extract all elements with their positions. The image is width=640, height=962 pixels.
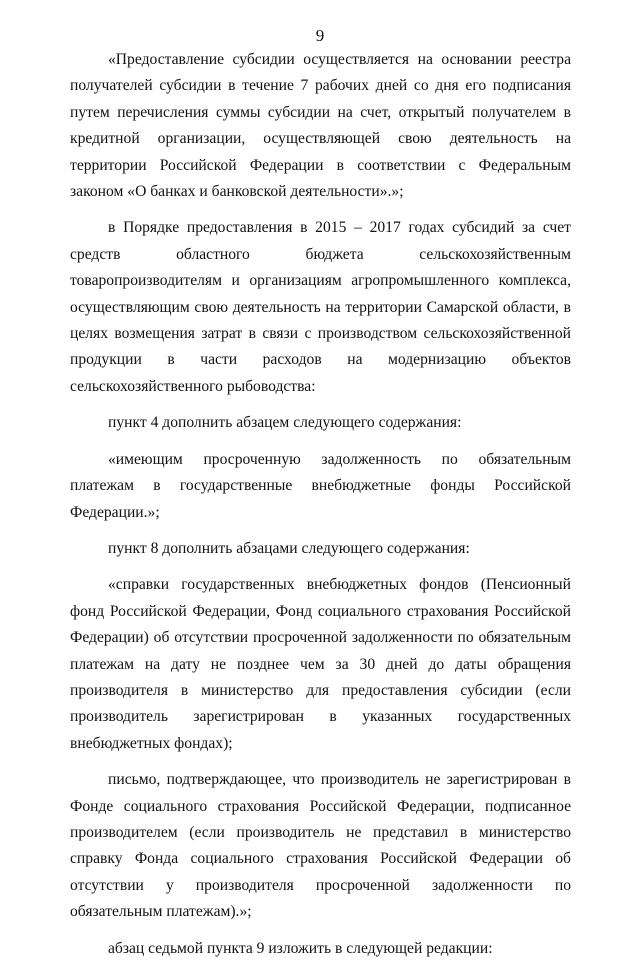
paragraph-point-4-text: «имеющим просроченную задолженность по обязательным платежам в государственные внебюджетные фонды Российской Федерации.»;	[70, 450, 571, 521]
paragraph-point-9-amend: абзац седьмой пункта 9 изложить в следующей редакции:	[108, 939, 493, 957]
paragraph-point-8-amend: пункт 8 дополнить абзацами следующего содержания:	[108, 539, 470, 557]
paragraph-point-8-letter: письмо, подтверждающее, что производитель не зарегистрирован в Фонде социального страхования Российской Федерации, подписанное производителем (если производитель не представил в министерство справку Фонда социального страхования Российской Федерации об отсутствии у производителя просроченной задолженности по обязательным платежам).»;	[70, 771, 571, 921]
paragraph-subsidy-registry: «Предоставление субсидии осуществляется на основании реестра получателей субсидии в течение 7 рабочих дней со дня его подписания путем перечисления суммы субсидии на счет, открытый получателем в кредитной организации, осуществляющей свою деятельность на территории Российской Федерации в соответствии с Федеральным законом «О банках и банковской деятельности».»;	[70, 51, 571, 201]
page-number: 9	[315, 26, 325, 45]
document-body	[70, 47, 571, 962]
paragraph-procedure-2015-2017: в Порядке предоставления в 2015 – 2017 годах субсидий за счет средств областного бюджета сельскохозяйственным товаропроизводителям и организациям агропромышленного комплекса, осуществляющим свою деятельность на территории Самарской области, в целях возмещения затрат в связи с производством сельскохозяйственной продукции в части расходов на модернизацию объектов сельскохозяйственного рыбоводства:	[70, 219, 571, 395]
paragraph-point-8-certificates: «справки государственных внебюджетных фондов (Пенсионный фонд Российской Федерации, Фонд социального страхования Российской Федерации) об отсутствии просроченной задолженности по обязательным платежам на дату не позднее чем за 30 дней до даты обращения производителя в министерство для предоставления субсидии (если производитель зарегистрирован в указанных государственных внебюджетных фондах);	[70, 576, 571, 752]
paragraph-point-4-amend: пункт 4 дополнить абзацем следующего содержания:	[108, 414, 462, 432]
